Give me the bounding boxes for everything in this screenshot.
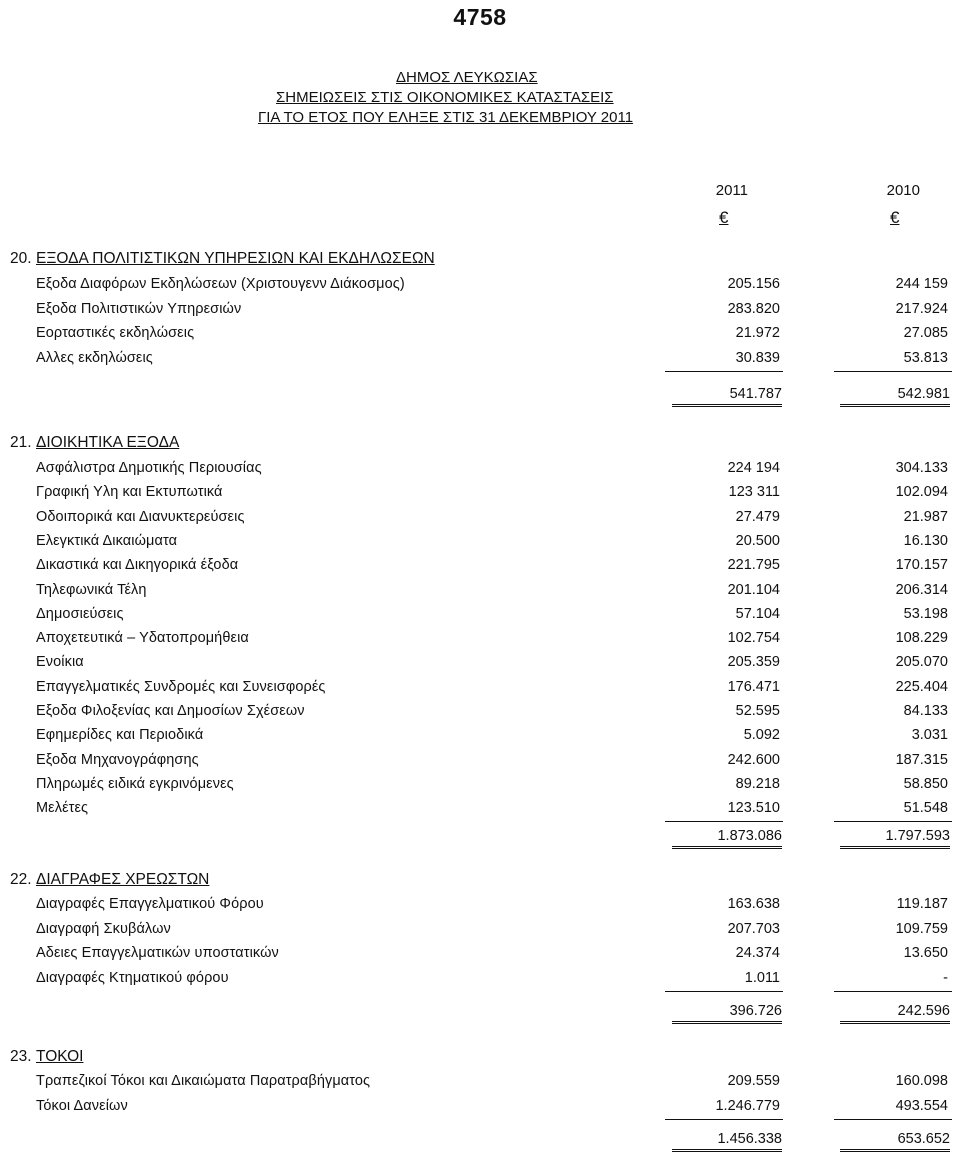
table-row	[0, 703, 960, 727]
row-label: Εφημερίδες και Περιοδικά	[36, 727, 204, 744]
subtotal-rule-2010	[834, 821, 952, 822]
row-label: Διαγραφές Κτηματικού φόρου	[36, 969, 229, 986]
value-2011: 24.374	[735, 945, 780, 961]
total-2010: 242.596	[840, 1003, 950, 1024]
column-year-2011: 2011	[715, 182, 748, 199]
value-2011: 205.156	[727, 276, 780, 292]
section-total-row	[0, 1003, 960, 1033]
table-row	[0, 533, 960, 557]
row-label: Εορταστικές εκδηλώσεις	[36, 325, 195, 341]
value-2011: 123 311	[728, 484, 780, 501]
value-2011: 27.479	[735, 508, 780, 525]
table-row	[0, 630, 960, 654]
value-2010: 3.031	[911, 727, 948, 744]
section-name: ΤΟΚΟΙ	[36, 1048, 84, 1065]
row-label: Τραπεζικοί Τόκοι και Δικαιώματα Παρατραβήγματος	[36, 1073, 371, 1089]
value-2011: 176.471	[727, 678, 780, 695]
value-2011: 20.500	[735, 532, 780, 549]
value-2011: 207.703	[727, 920, 780, 937]
row-label: Τηλεφωνικά Τέλη	[36, 581, 147, 598]
value-2011: 89.218	[735, 775, 780, 792]
section-total-row	[0, 386, 960, 416]
table-row	[0, 896, 960, 920]
subtotal-rule-2010	[834, 1119, 952, 1120]
value-2011: 201.104	[727, 581, 780, 598]
table-row	[0, 921, 960, 945]
section-title	[10, 434, 179, 452]
value-2011: 224 194	[727, 460, 780, 476]
table-row	[0, 325, 960, 349]
currency-2010: €	[890, 208, 900, 227]
section-number: 23.	[10, 1048, 32, 1065]
total-2010: 542.981	[840, 386, 950, 407]
value-2011: 30.839	[735, 349, 780, 366]
notes-title: ΣΗΜΕΙΩΣΕΙΣ ΣΤΙΣ ΟΙΚΟΝΟΜΙΚΕΣ ΚΑΤΑΣΤΑΣΕΙΣ	[276, 89, 614, 106]
section-title	[10, 871, 209, 889]
table-row	[0, 727, 960, 751]
value-2010: 170.157	[895, 557, 948, 574]
row-label: Ελεγκτικά Δικαιώματα	[36, 532, 178, 549]
section-number: 21.	[10, 434, 32, 451]
value-2010: 119.187	[896, 896, 948, 912]
value-2011: 102.754	[727, 630, 780, 647]
value-2011: 163.638	[727, 896, 780, 912]
value-2011: 209.559	[727, 1073, 780, 1089]
value-2010: 53.813	[903, 349, 948, 366]
value-2010: 225.404	[895, 678, 948, 695]
row-label: Μελέτες	[36, 800, 89, 817]
row-label: Διαγραφή Σκυβάλων	[36, 920, 171, 937]
value-2010: 493.554	[895, 1097, 948, 1114]
table-row	[0, 800, 960, 824]
table-row	[0, 776, 960, 800]
value-2010: 16.130	[903, 532, 948, 549]
section-name: ΕΞΟΔΑ ΠΟΛΙΤΙΣΤΙΚΩΝ ΥΠΗΡΕΣΙΩΝ ΚΑΙ ΕΚΔΗΛΩΣΕΩΝ	[36, 250, 435, 267]
value-2011: 221.795	[727, 557, 780, 574]
row-label: Εξοδα Πολιτιστικών Υπηρεσιών	[36, 300, 242, 317]
table-row	[0, 1098, 960, 1122]
total-2011: 1.456.338	[672, 1131, 782, 1152]
subtotal-rule-2011	[665, 821, 783, 822]
value-2010: 304.133	[895, 460, 948, 476]
section-number: 20.	[10, 250, 32, 267]
table-row	[0, 276, 960, 300]
value-2010: 58.850	[903, 775, 948, 792]
row-label: Οδοιπορικά και Διανυκτερεύσεις	[36, 508, 245, 525]
table-row	[0, 301, 960, 325]
row-label: Επαγγελματικές Συνδρομές και Συνεισφορές	[36, 678, 326, 695]
row-label: Εξοδα Μηχανογράφησης	[36, 751, 199, 768]
value-2010: 160.098	[895, 1073, 948, 1089]
value-2010: 53.198	[903, 605, 948, 622]
document-header	[258, 68, 738, 128]
table-row	[0, 752, 960, 776]
value-2011: 1.246.779	[715, 1097, 780, 1114]
value-2010: 21.987	[903, 508, 948, 525]
table-row	[0, 460, 960, 484]
subtotal-rule-2011	[665, 371, 783, 372]
value-2010: 84.133	[903, 703, 948, 719]
value-2010: 244 159	[895, 276, 948, 292]
subtotal-rule-2011	[665, 991, 783, 992]
value-2011: 123.510	[727, 800, 780, 817]
table-row	[0, 654, 960, 678]
table-row	[0, 945, 960, 969]
subtotal-rule-2010	[834, 371, 952, 372]
row-label: Πληρωμές ειδικά εγκρινόμενες	[36, 775, 234, 792]
value-2010: 102.094	[895, 484, 948, 501]
row-label: Ασφάλιστρα Δημοτικής Περιουσίας	[36, 460, 262, 476]
total-2010: 653.652	[840, 1131, 950, 1152]
value-2010: -	[943, 969, 948, 986]
section-total-row	[0, 828, 960, 858]
page-number: 4758	[453, 4, 507, 30]
row-label: Γραφική Υλη και Εκτυπωτικά	[36, 484, 223, 501]
value-2011: 57.104	[735, 605, 780, 622]
value-2011: 1.011	[744, 969, 780, 986]
table-row	[0, 606, 960, 630]
value-2010: 217.924	[895, 300, 948, 317]
total-2010: 1.797.593	[840, 828, 950, 849]
row-label: Αδειες Επαγγελματικών υποστατικών	[36, 945, 279, 961]
section-title	[10, 1048, 83, 1066]
row-label: Διαγραφές Επαγγελματικού Φόρου	[36, 896, 264, 912]
value-2010: 205.070	[895, 654, 948, 671]
row-label: Τόκοι Δανείων	[36, 1097, 128, 1114]
value-2010: 13.650	[903, 945, 948, 961]
total-2011: 396.726	[672, 1003, 782, 1024]
currency-2011: €	[719, 208, 729, 227]
section-name: ΔΙΟΙΚΗΤΙΚΑ ΕΞΟΔΑ	[36, 434, 180, 451]
table-row	[0, 484, 960, 508]
table-row	[0, 350, 960, 374]
row-label: Αλλες εκδηλώσεις	[36, 349, 153, 366]
section-number: 22.	[10, 871, 32, 888]
period-title: ΓΙΑ ΤΟ ΕΤΟΣ ΠΟΥ ΕΛΗΞΕ ΣΤΙΣ 31 ΔΕΚΕΜΒΡΙΟΥ 2011	[258, 109, 634, 126]
value-2010: 206.314	[895, 581, 948, 598]
row-label: Εξοδα Διαφόρων Εκδηλώσεων (Χριστουγενν Διάκοσμος)	[36, 276, 405, 292]
column-year-2010: 2010	[886, 182, 920, 199]
value-2011: 21.972	[735, 325, 780, 341]
value-2010: 27.085	[903, 325, 948, 341]
value-2011: 5.092	[743, 727, 780, 744]
value-2010: 51.548	[903, 800, 948, 817]
table-row	[0, 679, 960, 703]
value-2010: 109.759	[895, 920, 948, 937]
municipality-title: ΔΗΜΟΣ ΛΕΥΚΩΣΙΑΣ	[396, 69, 538, 86]
row-label: Δικαστικά και Δικηγορικά έξοδα	[36, 557, 239, 574]
row-label: Ενοίκια	[36, 654, 84, 671]
section-name: ΔΙΑΓΡΑΦΕΣ ΧΡΕΩΣΤΩΝ	[36, 871, 210, 888]
row-label: Εξοδα Φιλοξενίας και Δημοσίων Σχέσεων	[36, 703, 305, 719]
table-row	[0, 509, 960, 533]
value-2011: 283.820	[727, 300, 780, 317]
total-2011: 541.787	[672, 386, 782, 407]
value-2011: 205.359	[727, 654, 780, 671]
section-title	[10, 250, 435, 268]
subtotal-rule-2010	[834, 991, 952, 992]
value-2010: 108.229	[895, 630, 948, 647]
subtotal-rule-2011	[665, 1119, 783, 1120]
value-2011: 52.595	[735, 703, 780, 719]
table-row	[0, 970, 960, 994]
table-row	[0, 582, 960, 606]
total-2011: 1.873.086	[672, 828, 782, 849]
row-label: Αποχετευτικά – Υδατοπρομήθεια	[36, 630, 249, 647]
row-label: Δημοσιεύσεις	[36, 605, 124, 622]
table-row	[0, 1073, 960, 1097]
value-2010: 187.315	[895, 751, 948, 768]
value-2011: 242.600	[727, 751, 780, 768]
section-total-row	[0, 1131, 960, 1161]
table-row	[0, 557, 960, 581]
